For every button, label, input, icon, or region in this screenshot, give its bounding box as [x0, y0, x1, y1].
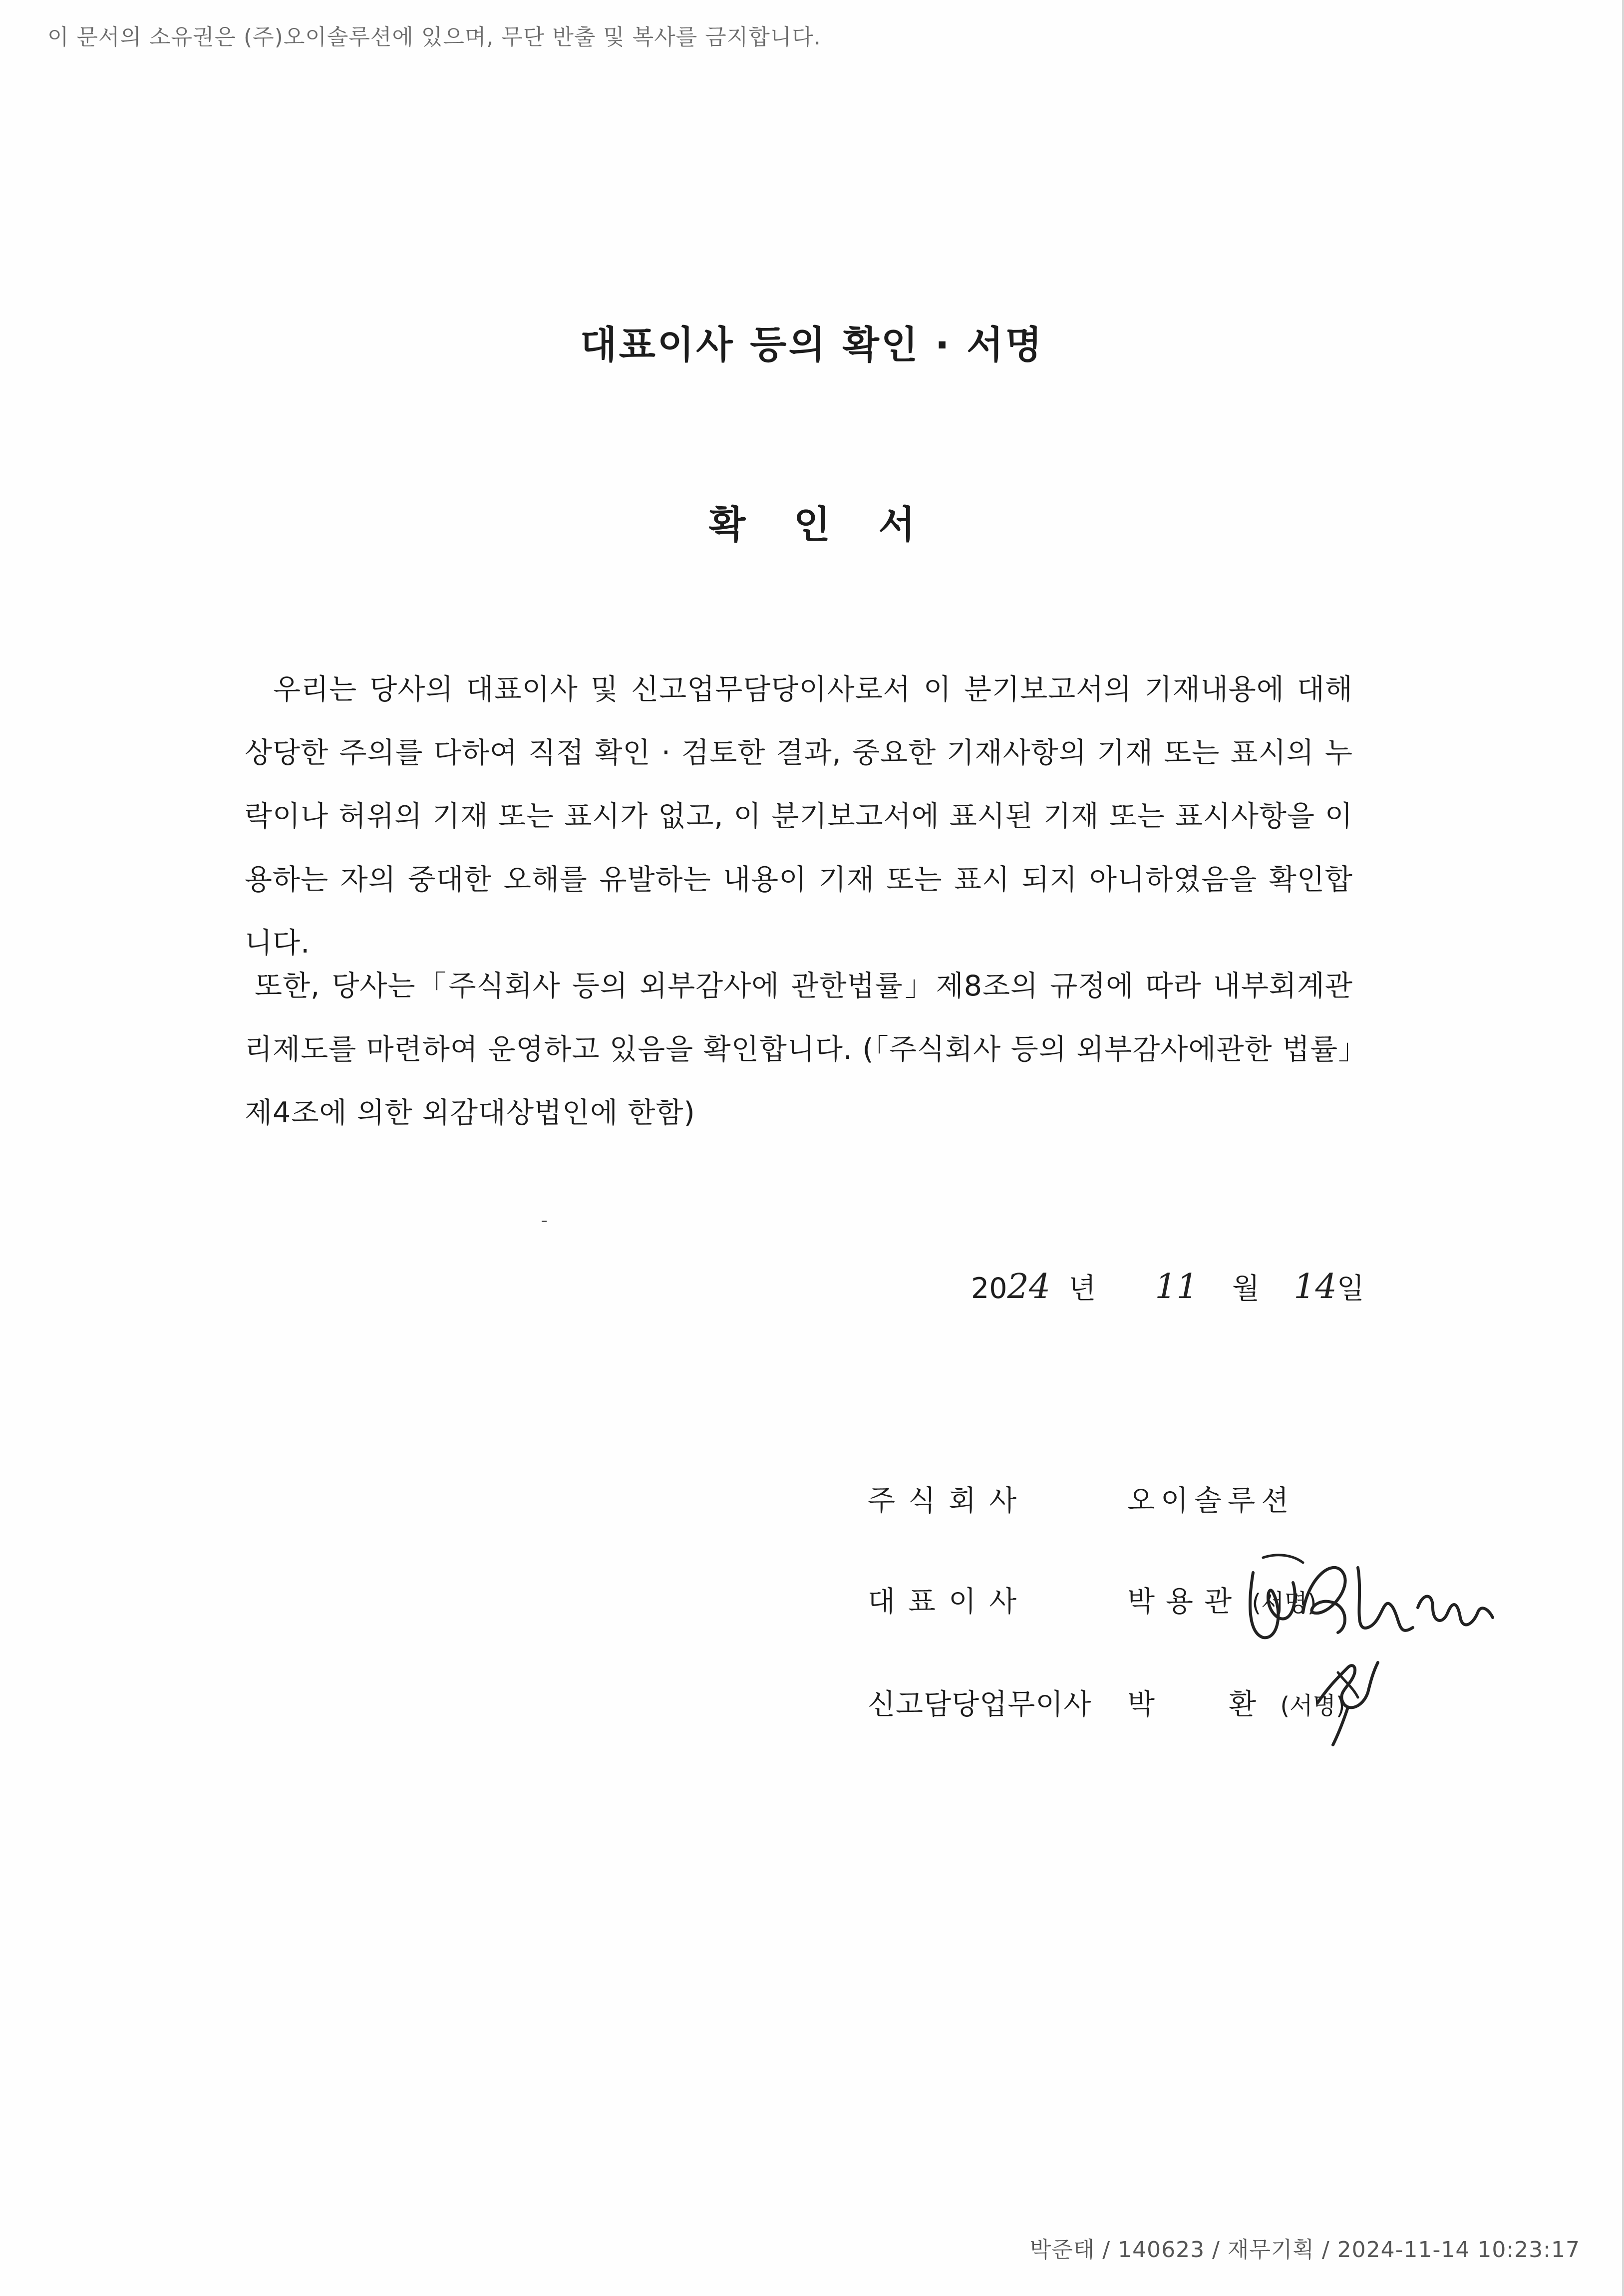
confirmation-paragraph	[245, 658, 1353, 975]
ceo-signature-image	[1233, 1538, 1513, 1657]
ceo-label: 대표이사	[868, 1585, 1030, 1618]
scan-edge	[1622, 0, 1624, 2296]
ceo-seal-label: (서명)	[1252, 1589, 1317, 1617]
officer-seal-label: (서명)	[1280, 1692, 1345, 1720]
officer-name: 박 환	[1127, 1688, 1257, 1721]
company-label: 주식회사	[868, 1484, 1030, 1517]
paragraph-text-1: 우리는 당사의 대표이사 및 신고업무담당이사로서 이 분기보고서의 기재내용에 대해 상당한 주의를 다하여 직접 확인 · 검토한 결과, 중요한 기재사항의 기재 또는 표시의 누락이나 허위의 기재 또는 표시가 없고, 이 분기보고서에 표시된 기재 또는 표시사항을 이용하는 자의 중대한 오해를 유발하는 내용이 기재 또는 표시 되지 아니하였음을 확인합니다.	[245, 673, 1353, 960]
ceo-name: 박용관	[1127, 1585, 1243, 1618]
company-name: 오이솔루션	[1127, 1484, 1295, 1517]
company-row	[868, 1478, 1295, 1519]
scan-mark	[542, 1221, 547, 1222]
date-line	[971, 1266, 1364, 1307]
internal-control-paragraph	[245, 955, 1353, 1145]
date-month-handwritten: 11	[1155, 1267, 1198, 1307]
officer-signature-image	[1308, 1647, 1388, 1747]
officer-row	[868, 1681, 1345, 1722]
officer-label: 신고담당업무이사	[868, 1688, 1092, 1721]
print-footer: 박준태 / 140623 / 재무기획 / 2024-11-14 10:23:17	[1029, 2237, 1580, 2263]
document-subtitle: 확 인 서	[708, 502, 916, 547]
document-title: 대표이사 등의 확인 · 서명	[580, 323, 1044, 367]
date-day-unit: 일	[1336, 1272, 1364, 1305]
date-year-unit: 년	[1068, 1272, 1096, 1305]
date-year-prefix: 20	[971, 1272, 1007, 1305]
ownership-notice: 이 문서의 소유권은 (주)오이솔루션에 있으며, 무단 반출 및 복사를 금지합니다.	[47, 24, 821, 50]
date-month-unit: 월	[1232, 1272, 1260, 1305]
paragraph-text-2: 또한, 당사는「주식회사 등의 외부감사에 관한법률」제8조의 규정에 따라 내부회계관리제도를 마련하여 운영하고 있음을 확인합니다. (「주식회사 등의 외부감사에관한 법률」제4조에 의한 외감대상법인에 한함)	[245, 970, 1353, 1129]
date-day-handwritten: 14	[1294, 1267, 1337, 1307]
date-year-handwritten: 24	[1007, 1267, 1051, 1307]
